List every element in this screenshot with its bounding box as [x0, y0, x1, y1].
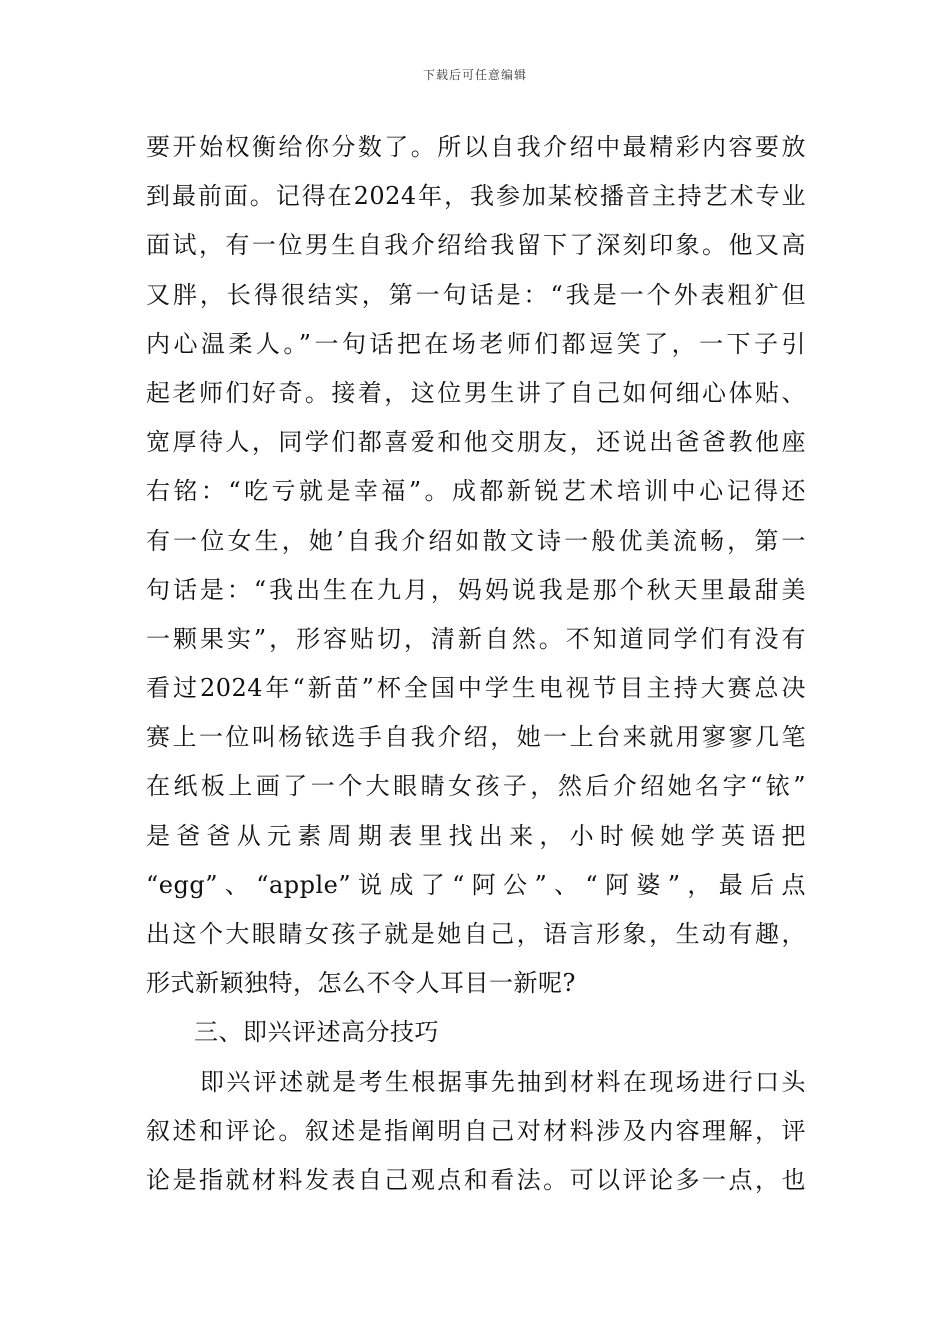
text-line: 叙述和评论。叙述是指阐明自己对材料涉及内容理解，评 — [146, 1116, 806, 1145]
text-line: 有一位女生，她’自我介绍如散文诗一般优美流畅，第一 — [146, 526, 806, 555]
text-line: 形式新颖独特，怎么不令人耳目一新呢? — [146, 969, 576, 998]
text-line: 内心温柔人。”一句话把在场老师们都逗笑了，一下子引 — [146, 329, 806, 358]
text-line: 到最前面。记得在2024年，我参加某校播音主持艺术专业 — [146, 182, 806, 211]
text-line: 即兴评述就是考生根据事先抽到材料在现场进行口头 — [200, 1067, 806, 1096]
text-line: 起老师们好奇。接着，这位男生讲了自己如何细心体贴、 — [146, 378, 806, 407]
text-line: 句话是：“我出生在九月，妈妈说我是那个秋天里最甜美 — [146, 575, 806, 604]
text-line: 宽厚待人，同学们都喜爱和他交朋友，还说出爸爸教他座 — [146, 428, 806, 457]
text-line: 面试，有一位男生自我介绍给我留下了深刻印象。他又高 — [146, 231, 806, 260]
text-line: 又胖，长得很结实，第一句话是：“我是一个外表粗犷但 — [146, 280, 806, 309]
text-line: 赛上一位叫杨铱选手自我介绍，她一上台来就用寥寥几笔 — [146, 723, 806, 752]
section-heading: 三、即兴评述高分技巧 — [194, 1018, 439, 1047]
text-line: 论是指就材料发表自己观点和看法。可以评论多一点，也 — [146, 1165, 806, 1194]
text-line: 看过2024年“新苗”杯全国中学生电视节目主持大赛总决 — [146, 674, 806, 703]
text-line: “egg”、“apple”说成了“阿公”、“阿婆”，最后点 — [146, 870, 806, 899]
text-line: 右铭：“吃亏就是幸福”。成都新锐艺术培训中心记得还 — [146, 477, 806, 506]
page-header-note: 下载后可任意编辑 — [422, 68, 527, 82]
text-line: 一颗果实”，形容贴切，清新自然。不知道同学们有没有 — [146, 624, 806, 653]
document-body — [146, 123, 806, 1205]
text-line: 出这个大眼睛女孩子就是她自己，语言形象，生动有趣， — [146, 920, 806, 948]
text-line: 在纸板上画了一个大眼睛女孩子，然后介绍她名字“铱” — [146, 772, 806, 801]
text-line: 要开始权衡给你分数了。所以自我介绍中最精彩内容要放 — [146, 133, 806, 161]
text-line: 是爸爸从元素周期表里找出来，小时候她学英语把 — [146, 821, 806, 850]
